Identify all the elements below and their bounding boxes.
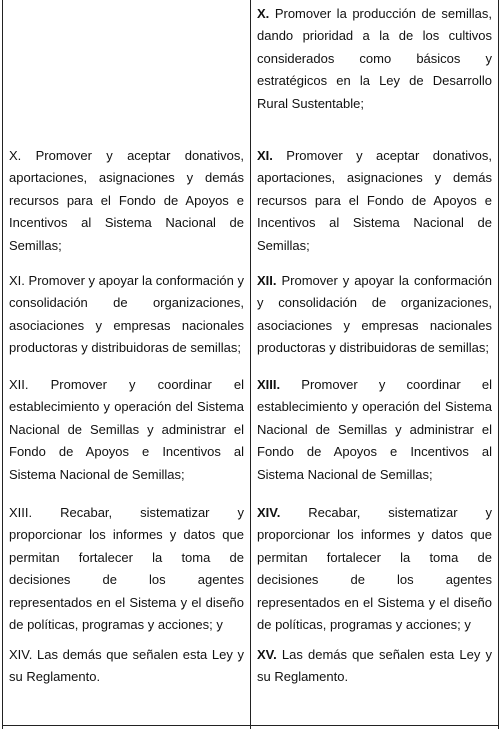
right-entry bbox=[257, 644, 492, 689]
left-fraction-number: XII. bbox=[9, 377, 29, 392]
right-fraction-number: X. bbox=[257, 6, 270, 21]
comparison-table bbox=[2, 0, 499, 729]
right-fraction-text: Promover la producción de semillas, dando prioridad a la de los cultivos considerados como básicos y estratégicos en la Ley de Desarrollo Rural Sustentable; bbox=[257, 6, 492, 111]
right-fraction-number: XII. bbox=[257, 273, 277, 288]
left-cell bbox=[3, 145, 251, 270]
right-entry bbox=[257, 502, 492, 636]
left-fraction-text: Recabar, sistematizar y proporcionar los informes y datos que permitan fortalecer la toma de decisiones de los agentes representados en el Sistema y el diseño de políticas, programas y acciones; y bbox=[9, 505, 244, 633]
left-fraction-text: Promover y coordinar el establecimiento y operación del Sistema Nacional de Semillas y administrar el Fondo de Apoyos e Incentivos al Sistema Nacional de Semillas; bbox=[9, 377, 244, 482]
left-fraction-number: X. bbox=[9, 148, 22, 163]
left-cell-empty bbox=[3, 0, 251, 145]
left-cell bbox=[3, 374, 251, 502]
right-entry bbox=[257, 374, 492, 486]
left-fraction-number: XIII. bbox=[9, 505, 33, 520]
right-cell bbox=[251, 0, 499, 145]
right-entry bbox=[257, 3, 492, 115]
right-fraction-number: XIV. bbox=[257, 505, 281, 520]
right-fraction-text: Promover y coordinar el establecimiento y operación del Sistema Nacional de Semillas y administrar el Fondo de Apoyos e Incentivos al Sistema Nacional de Semillas; bbox=[257, 377, 492, 482]
left-cell bbox=[3, 270, 251, 374]
right-cell bbox=[251, 145, 499, 270]
table-row bbox=[3, 270, 499, 374]
table-row bbox=[3, 502, 499, 644]
right-entry bbox=[257, 270, 492, 360]
left-cell bbox=[3, 502, 251, 644]
right-cell bbox=[251, 644, 499, 729]
right-cell bbox=[251, 502, 499, 644]
table-row bbox=[3, 374, 499, 502]
right-cell bbox=[251, 374, 499, 502]
left-entry bbox=[9, 644, 244, 689]
left-entry bbox=[9, 145, 244, 257]
right-fraction-text: Promover y apoyar la conformación y consolidación de organizaciones, asociaciones y empresas nacionales productoras y distribuidoras de semillas; bbox=[257, 273, 492, 356]
table-row bbox=[3, 145, 499, 270]
right-fraction-number: XI. bbox=[257, 148, 273, 163]
left-fraction-number: XIV. bbox=[9, 647, 33, 662]
left-fraction-text: Las demás que señalen esta Ley y su Reglamento. bbox=[9, 647, 244, 685]
left-fraction-number: XI. bbox=[9, 273, 25, 288]
left-cell bbox=[3, 644, 251, 729]
right-fraction-number: XIII. bbox=[257, 377, 281, 392]
left-fraction-text: Promover y apoyar la conformación y consolidación de organizaciones, asociaciones y empresas nacionales productoras y distribuidoras de semillas; bbox=[9, 273, 244, 356]
left-fraction-text: Promover y aceptar donativos, aportaciones, asignaciones y demás recursos para el Fondo de Apoyos e Incentivos al Sistema Nacional de Semillas; bbox=[9, 148, 244, 253]
right-cell bbox=[251, 270, 499, 374]
table-row bbox=[3, 644, 499, 729]
left-entry bbox=[9, 374, 244, 486]
left-entry bbox=[9, 502, 244, 636]
right-fraction-text: Recabar, sistematizar y proporcionar los informes y datos que permitan fortalecer la toma de decisiones de los agentes representados en el Sistema y el diseño de políticas, programas y acciones; y bbox=[257, 505, 492, 633]
right-fraction-text: Las demás que señalen esta Ley y su Reglamento. bbox=[257, 647, 492, 685]
right-entry bbox=[257, 145, 492, 257]
left-entry bbox=[9, 270, 244, 360]
table-row bbox=[3, 0, 499, 145]
right-fraction-number: XV. bbox=[257, 647, 277, 662]
right-fraction-text: Promover y aceptar donativos, aportaciones, asignaciones y demás recursos para el Fondo de Apoyos e Incentivos al Sistema Nacional de Semillas; bbox=[257, 148, 492, 253]
